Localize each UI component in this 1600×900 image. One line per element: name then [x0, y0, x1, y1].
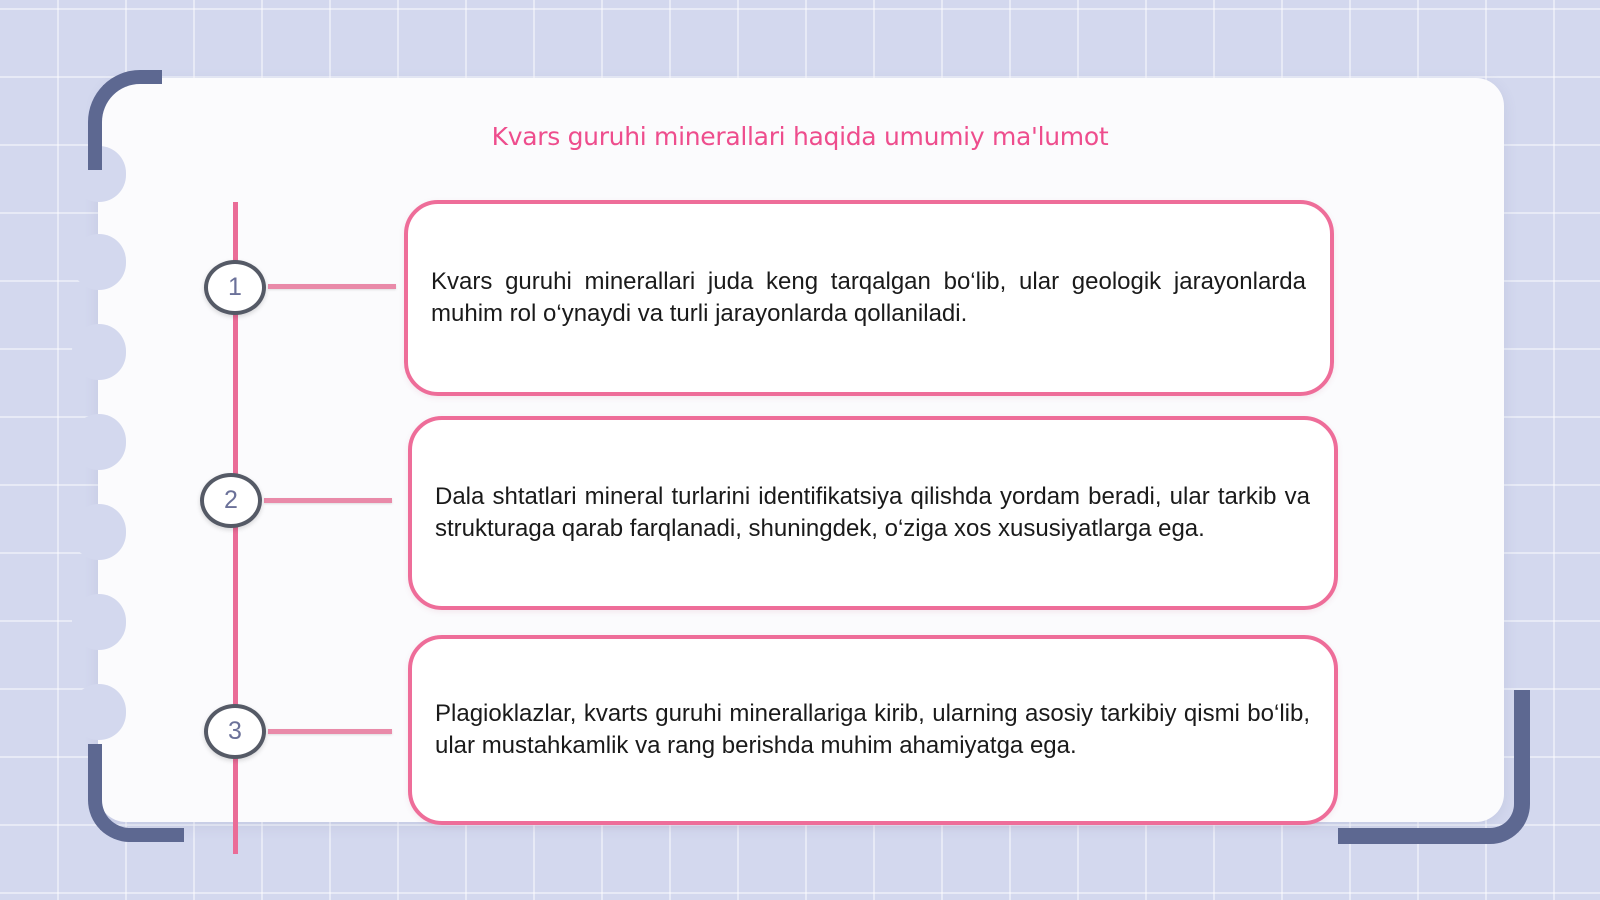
info-card-text: Kvars guruhi minerallari juda keng tarqalgan bo‘lib, ular geologik jarayonlarda muhim rol o‘ynaydi va turli jarayonlarda qollaniladi.: [431, 268, 1306, 327]
corner-bracket-bottom-left: [88, 744, 184, 842]
paper-notch: [72, 234, 126, 290]
info-card-2: [408, 416, 1338, 610]
info-card-3: [408, 635, 1338, 825]
node-number: 3: [228, 717, 242, 745]
paper-notch: [72, 684, 126, 740]
timeline-node-3: [204, 704, 266, 759]
corner-bracket-bottom-right: [1338, 690, 1530, 844]
timeline-connector-2: [264, 498, 392, 503]
info-card-text: Dala shtatlari mineral turlarini identifikatsiya qilishda yordam beradi, ular tarkib va strukturaga qarab farqlanadi, shuningdek, o‘ziga xos xususiyatlarga ega.: [435, 483, 1310, 542]
slide-title: Kvars guruhi minerallari haqida umumiy ma'lumot: [491, 122, 1109, 151]
timeline-node-1: [204, 260, 266, 315]
paper-notch: [72, 414, 126, 470]
node-number: 1: [228, 273, 242, 301]
info-card-1: [404, 200, 1334, 396]
timeline-connector-1: [268, 284, 396, 289]
corner-bracket-top-left: [88, 70, 162, 170]
timeline-node-2: [200, 473, 262, 528]
paper-notch: [72, 594, 126, 650]
paper-notch: [72, 504, 126, 560]
info-card-text: Plagioklazlar, kvarts guruhi minerallariga kirib, ularning asosiy tarkibiy qismi bo‘lib, ular mustahkamlik va rang berishda muhim ahamiyatga ega.: [435, 700, 1310, 759]
paper-notch: [72, 324, 126, 380]
timeline-connector-3: [268, 729, 392, 734]
node-number: 2: [224, 486, 238, 514]
